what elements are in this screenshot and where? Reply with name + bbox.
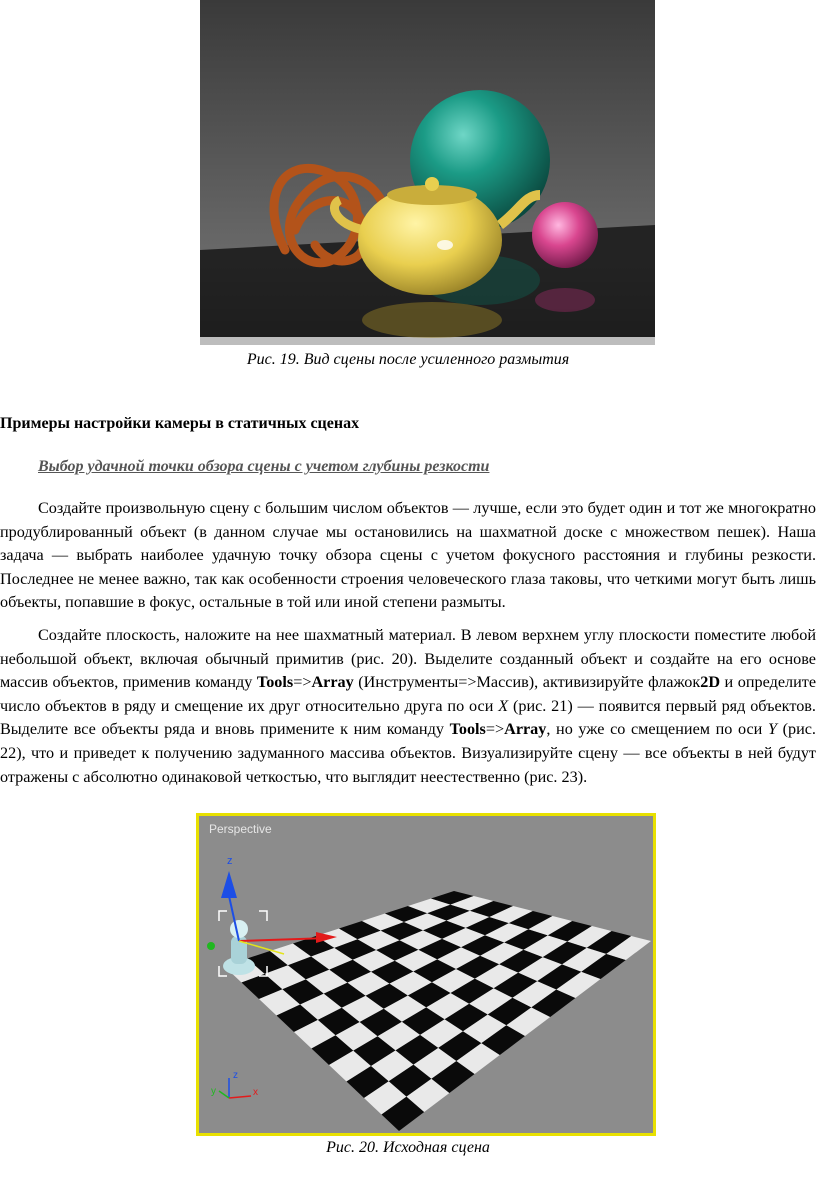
move-gizmo[interactable] xyxy=(207,855,337,954)
p2-text-4: (рис. 21) — появится первый ряд объектов. Выделите все объекты ряда и вновь примените к ним команду xyxy=(0,696,816,739)
p2-arrow-2: => xyxy=(485,720,505,739)
scene-render-image xyxy=(200,0,655,345)
p2-arrow: => xyxy=(293,673,312,692)
figure20-caption: Рис. 20. Исходная сцена xyxy=(326,1139,490,1156)
p2-text-2: (Инструменты=>Массив), активизируйте флажок xyxy=(353,673,701,692)
axis-tripod xyxy=(211,1070,258,1098)
section-heading: Примеры настройки камеры в статичных сценах xyxy=(0,415,360,432)
scene-render-svg xyxy=(200,0,655,345)
p2-text-1: Создайте плоскость, наложите на нее шахматный материал. В левом верхнем углу плоскости поместите любой небольшой объект, включая обычный примитив (рис. 20). Выделите созданный объект и создайте на его основе массив объектов, применив команду xyxy=(0,626,816,692)
p2-array-2: Array xyxy=(504,720,547,739)
perspective-viewport[interactable] xyxy=(196,813,656,1136)
p2-tools: Tools xyxy=(256,673,294,692)
p2-axis-y: Y xyxy=(767,720,777,739)
chessboard xyxy=(224,891,651,1131)
pink-sphere xyxy=(532,202,598,268)
paragraph-2 xyxy=(0,624,816,789)
viewport-label[interactable]: Perspective xyxy=(209,822,272,836)
tripod-x-label: x xyxy=(253,1087,258,1098)
paragraph-1: Создайте произвольную сцену с большим числом объектов — лучше, если это будет один и тот же многократно продублированный объект (в данном случае мы остановились на шахматной доске с множеством пешек). Наша задача — выбрать наиболее удачную точку обзора сцены с учетом фокусного расстояния и глубины резкости. Последнее не менее важно, так как особенности строения человеческого глаза таковы, что четкими могут быть лишь объекты, попавшие в фокус, остальные в той или иной степени размыты. xyxy=(0,499,816,612)
p2-text-3: и определите число объектов в ряду и смещение их друг относительно друга по оси xyxy=(0,673,816,715)
p2-flag-2d: 2D xyxy=(700,673,721,692)
p2-axis-x: X xyxy=(498,696,509,715)
p2-text-5: , но уже со смещением по оси xyxy=(546,720,768,739)
figure19-caption: Рис. 19. Вид сцены после усиленного размытия xyxy=(246,351,570,368)
p2-array: Array xyxy=(311,673,354,692)
tripod-y-label: y xyxy=(211,1086,216,1097)
z-axis-arrow[interactable] xyxy=(221,871,237,898)
p2-tools-2: Tools xyxy=(449,720,486,739)
p2-text-6: (рис. 22), что и приведет к получению задуманного массива объектов. Визуализируйте сцену — все объекты в ней будут отражены с абсолютно одинаковой четкостью, что выглядит неестественно (рис. 23). xyxy=(0,720,816,786)
gizmo-z-label: z xyxy=(227,855,233,867)
viewport-scene-svg xyxy=(199,816,653,1133)
section-subheading: Выбор удачной точки обзора сцены с учетом глубины резкости xyxy=(38,458,490,475)
tripod-z-label: z xyxy=(233,1070,238,1081)
